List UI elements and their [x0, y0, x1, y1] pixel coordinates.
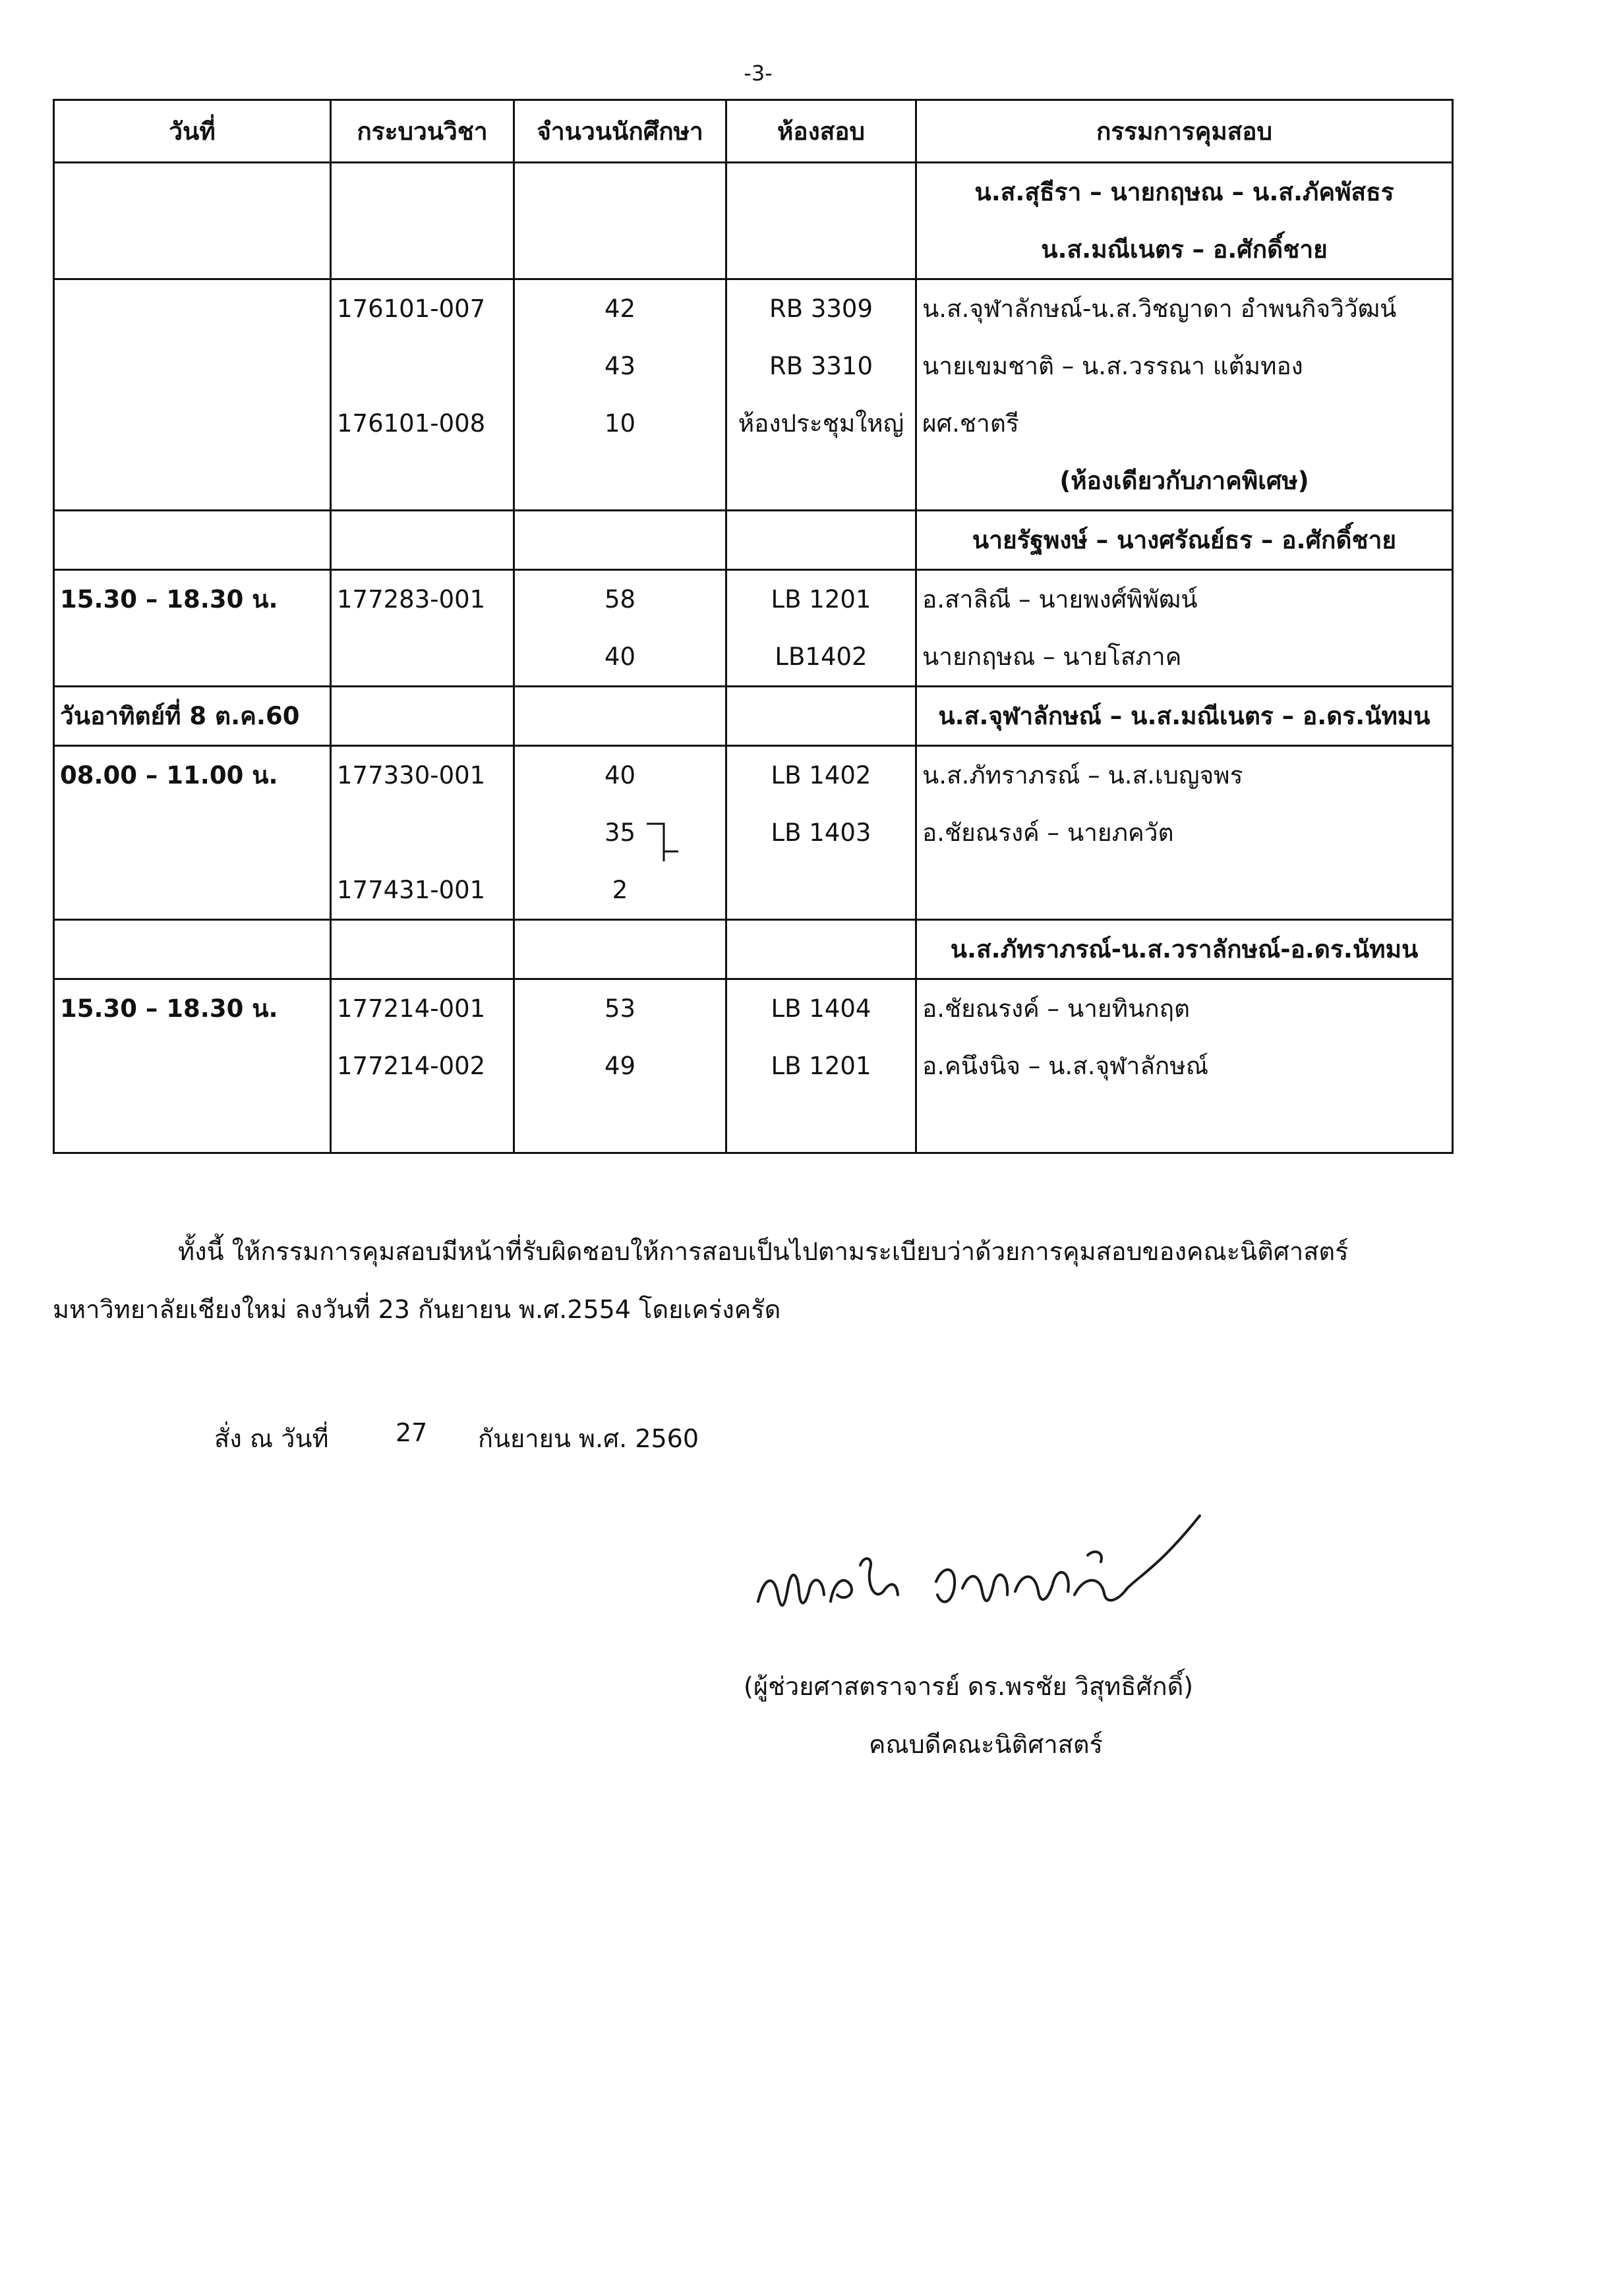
table-row [54, 861, 1453, 920]
cell-exam-room [726, 920, 916, 979]
cell-exam-room: LB 1201 [726, 570, 916, 629]
table-row [54, 979, 1453, 1038]
cell-student-count: 43 [514, 337, 726, 395]
cell-date [54, 452, 331, 511]
cell-course [331, 628, 514, 687]
signatory-name: (ผู้ช่วยศาสตราจารย์ ดร.พรชัย วิสุทธิศักดิ์) [744, 1672, 1194, 1701]
table-row [54, 570, 1453, 629]
cell-exam-room [726, 687, 916, 746]
cell-date: 15.30 – 18.30 น. [54, 979, 331, 1038]
cell-proctors [916, 1095, 1453, 1153]
cell-exam-room: LB 1201 [726, 1037, 916, 1095]
table-row [54, 1095, 1453, 1153]
cell-date [54, 279, 331, 338]
order-date-month-year: กันยายน พ.ศ. 2560 [478, 1424, 699, 1453]
cell-date [54, 1095, 331, 1153]
cell-student-count [514, 452, 726, 511]
cell-date: 15.30 – 18.30 น. [54, 570, 331, 629]
cell-student-count: 53 [514, 979, 726, 1038]
table-row [54, 804, 1453, 861]
cell-date: 08.00 – 11.00 น. [54, 746, 331, 805]
cell-student-count [514, 163, 726, 221]
cell-date: วันอาทิตย์ที่ 8 ต.ค.60 [54, 687, 331, 746]
cell-student-count: 40 [514, 628, 726, 687]
cell-course [331, 804, 514, 861]
regulation-paragraph-line-2: มหาวิทยาลัยเชียงใหม่ ลงวันที่ 23 กันยายน พ.ศ.2554 โดยเคร่งครัด [53, 1295, 781, 1324]
cell-course [331, 1095, 514, 1153]
table-row [54, 279, 1453, 338]
header-proctors: กรรมการคุมสอบ [916, 100, 1453, 163]
cell-proctors: น.ส.ภัทราภรณ์ – น.ส.เบญจพร [916, 746, 1453, 805]
cell-proctors: น.ส.ภัทราภรณ์-น.ส.วราลักษณ์-อ.ดร.นัทมน [916, 920, 1453, 979]
cell-exam-room [726, 163, 916, 221]
cell-student-count [514, 221, 726, 279]
cell-course [331, 920, 514, 979]
cell-date [54, 337, 331, 395]
header-student-count: จำนวนนักศึกษา [514, 100, 726, 163]
header-course: กระบวนวิชา [331, 100, 514, 163]
table-row [54, 687, 1453, 746]
cell-course [331, 163, 514, 221]
cell-student-count: 40 [514, 746, 726, 805]
schedule-body [54, 163, 1453, 1153]
cell-proctors: (ห้องเดียวกับภาคพิเศษ) [916, 452, 1453, 511]
cell-exam-room: LB 1404 [726, 979, 916, 1038]
cell-date [54, 221, 331, 279]
table-row [54, 452, 1453, 511]
cell-exam-room: LB 1403 [726, 804, 916, 861]
cell-proctors: อ.ชัยณรงค์ – นายภควัต [916, 804, 1453, 861]
cell-proctors [916, 861, 1453, 920]
handwritten-signature [745, 1503, 1272, 1648]
regulation-paragraph-line-1: ทั้งนี้ ให้กรรมการคุมสอบมีหน้าที่รับผิดชอบให้การสอบเป็นไปตามระเบียบว่าด้วยการคุมสอบของคณะนิติศาสตร์ [178, 1237, 1349, 1266]
cell-student-count: 42 [514, 279, 726, 338]
cell-proctors: นายเขมชาติ – น.ส.วรรณา แต้มทอง [916, 337, 1453, 395]
page-number: -3- [744, 61, 773, 86]
cell-course [331, 687, 514, 746]
table-row [54, 920, 1453, 979]
cell-exam-room [726, 452, 916, 511]
cell-exam-room [726, 511, 916, 570]
cell-course [331, 221, 514, 279]
cell-proctors: น.ส.สุธีรา – นายกฤษณ – น.ส.ภัคพัสธร [916, 163, 1453, 221]
cell-course: 176101-008 [331, 395, 514, 452]
table-row [54, 337, 1453, 395]
table-row [54, 746, 1453, 805]
cell-course [331, 511, 514, 570]
signatory-title: คณบดีคณะนิติศาสตร์ [869, 1730, 1103, 1759]
table-row [54, 163, 1453, 221]
cell-student-count: 10 [514, 395, 726, 452]
cell-proctors: อ.คนึงนิจ – น.ส.จุฬาลักษณ์ [916, 1037, 1453, 1095]
cell-student-count: 58 [514, 570, 726, 629]
cell-exam-room: ห้องประชุมใหญ่ [726, 395, 916, 452]
cell-exam-room [726, 861, 916, 920]
cell-student-count: 2 [514, 861, 726, 920]
cell-exam-room: RB 3309 [726, 279, 916, 338]
table-row [54, 395, 1453, 452]
header-exam-room: ห้องสอบ [726, 100, 916, 163]
cell-exam-room: RB 3310 [726, 337, 916, 395]
cell-course [331, 452, 514, 511]
cell-student-count [514, 1095, 726, 1153]
order-date-day: 27 [396, 1418, 428, 1447]
cell-course: 177283-001 [331, 570, 514, 629]
cell-exam-room [726, 1095, 916, 1153]
cell-proctors: ผศ.ชาตรี [916, 395, 1453, 452]
exam-schedule-table [53, 99, 1454, 1154]
cell-proctors: นายกฤษณ – นายโสภาค [916, 628, 1453, 687]
cell-student-count [514, 511, 726, 570]
order-date-prefix: สั่ง ณ วันที่ [214, 1424, 329, 1453]
cell-student-count: 35 [514, 804, 726, 861]
cell-proctors: น.ส.มณีเนตร – อ.ศักดิ์ชาย [916, 221, 1453, 279]
cell-exam-room: LB1402 [726, 628, 916, 687]
cell-student-count [514, 687, 726, 746]
table-header-row [54, 100, 1453, 163]
cell-date [54, 511, 331, 570]
table-row [54, 221, 1453, 279]
cell-course: 177214-001 [331, 979, 514, 1038]
cell-proctors: นายรัฐพงษ์ – นางศรัณย์ธร – อ.ศักดิ์ชาย [916, 511, 1453, 570]
cell-proctors: น.ส.จุฬาลักษณ์-น.ส.วิชญาดา อำพนกิจวิวัฒน์ [916, 279, 1453, 338]
cell-course: 177330-001 [331, 746, 514, 805]
cell-course: 177214-002 [331, 1037, 514, 1095]
cell-course: 177431-001 [331, 861, 514, 920]
cell-exam-room: LB 1402 [726, 746, 916, 805]
cell-proctors: น.ส.จุฬาลักษณ์ – น.ส.มณีเนตร – อ.ดร.นัทมน [916, 687, 1453, 746]
table-row [54, 628, 1453, 687]
cell-exam-room [726, 221, 916, 279]
cell-date [54, 163, 331, 221]
table-row [54, 511, 1453, 570]
cell-proctors: อ.ชัยณรงค์ – นายทินกฤต [916, 979, 1453, 1038]
cell-date [54, 1037, 331, 1095]
cell-date [54, 861, 331, 920]
cell-student-count [514, 920, 726, 979]
cell-student-count: 49 [514, 1037, 726, 1095]
cell-date [54, 920, 331, 979]
table-row [54, 1037, 1453, 1095]
cell-date [54, 395, 331, 452]
cell-date [54, 804, 331, 861]
cell-course: 176101-007 [331, 279, 514, 338]
cell-date [54, 628, 331, 687]
bracket-icon [645, 804, 685, 861]
header-date: วันที่ [54, 100, 331, 163]
cell-proctors: อ.สาลิณี – นายพงศ์พิพัฒน์ [916, 570, 1453, 629]
cell-course [331, 337, 514, 395]
